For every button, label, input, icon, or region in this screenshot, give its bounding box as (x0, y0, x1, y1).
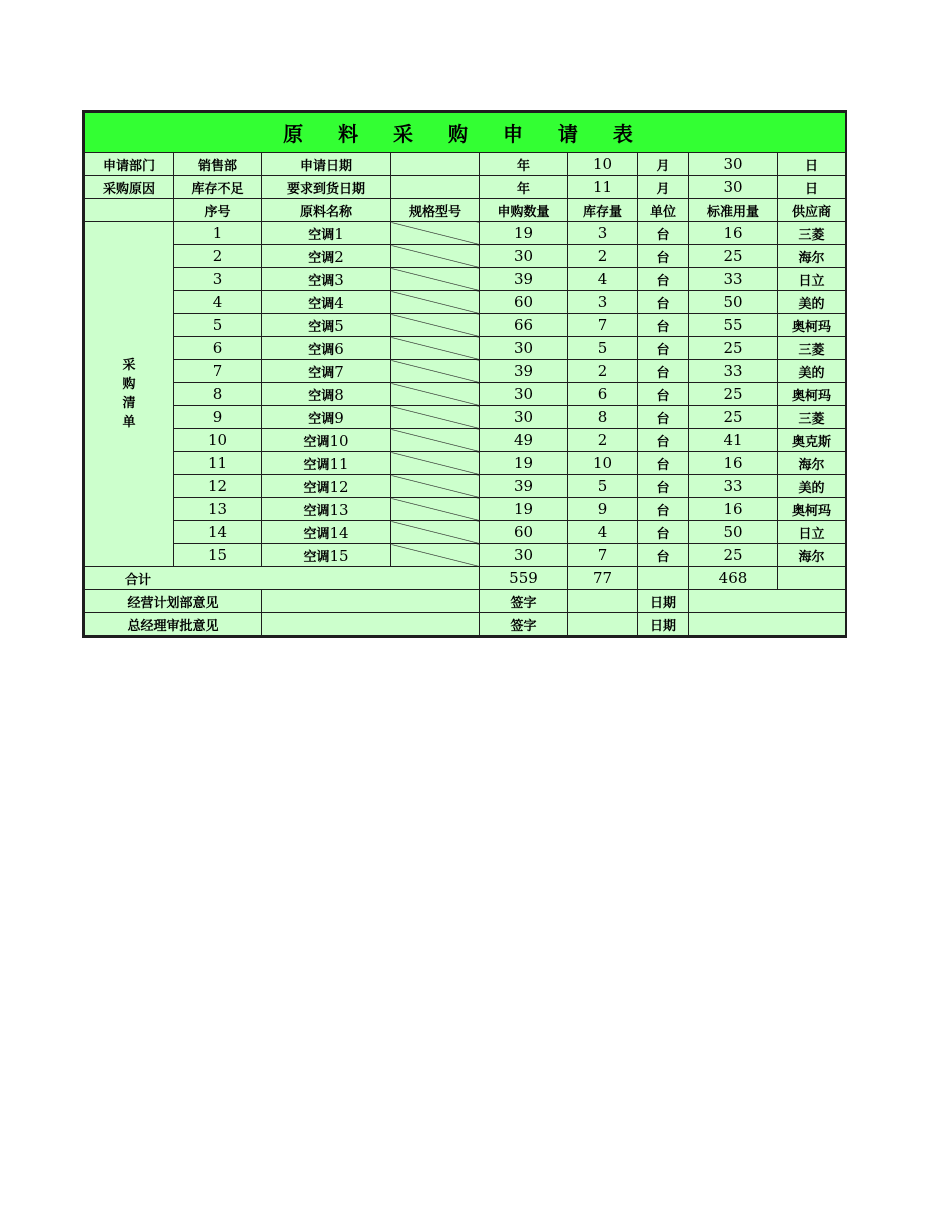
table-row (85, 291, 846, 314)
col-spec-header: 规格型号 (391, 199, 480, 222)
col-qty-header: 申购数量 (480, 199, 568, 222)
cell-unit[interactable]: 台 (638, 222, 689, 245)
required-year-value[interactable] (391, 176, 480, 199)
gm-opinion-label: 总经理审批意见 (85, 613, 262, 636)
totals-label: 合计 (85, 567, 480, 590)
cell-unit[interactable]: 台 (638, 475, 689, 498)
cell-std-usage[interactable]: 25 (689, 337, 778, 360)
col-name-header: 原料名称 (262, 199, 391, 222)
cell-seq: 12 (174, 475, 262, 498)
required-day-label: 日 (778, 176, 846, 199)
cell-supplier[interactable]: 海尔 (778, 544, 846, 567)
required-month-label: 月 (638, 176, 689, 199)
cell-stock[interactable]: 4 (568, 268, 638, 291)
section-label-char: 采 (122, 358, 136, 373)
cell-supplier[interactable]: 美的 (778, 360, 846, 383)
cell-supplier[interactable]: 美的 (778, 291, 846, 314)
cell-unit[interactable]: 台 (638, 498, 689, 521)
cell-spec-empty[interactable] (391, 406, 480, 429)
gm-opinion-field[interactable] (262, 613, 480, 636)
cell-material-name[interactable] (262, 222, 391, 245)
cell-unit[interactable]: 台 (638, 245, 689, 268)
plan-opinion-sign-field[interactable] (568, 590, 638, 613)
table-row (85, 314, 846, 337)
cell-stock[interactable]: 9 (568, 498, 638, 521)
plan-opinion-row (85, 590, 846, 613)
cell-stock[interactable]: 2 (568, 360, 638, 383)
material-name-number: 7 (334, 362, 344, 381)
cell-material-name[interactable] (262, 245, 391, 268)
cell-qty[interactable]: 19 (480, 498, 568, 521)
material-name-text: 空调 (308, 388, 335, 404)
material-name-number: 4 (334, 293, 344, 312)
cell-stock[interactable]: 2 (568, 245, 638, 268)
cell-material-name[interactable] (262, 268, 391, 291)
cell-qty[interactable]: 39 (480, 475, 568, 498)
cell-seq: 2 (174, 245, 262, 268)
material-name-number: 1 (334, 224, 344, 243)
cell-spec-empty[interactable] (391, 245, 480, 268)
material-name-text: 空调 (303, 549, 330, 565)
cell-qty[interactable]: 66 (480, 314, 568, 337)
cell-stock[interactable]: 7 (568, 314, 638, 337)
cell-std-usage[interactable]: 33 (689, 268, 778, 291)
cell-spec-empty[interactable] (391, 498, 480, 521)
cell-unit[interactable]: 台 (638, 268, 689, 291)
cell-spec-empty[interactable] (391, 544, 480, 567)
cell-material-name[interactable] (262, 429, 391, 452)
cell-stock[interactable]: 8 (568, 406, 638, 429)
cell-spec-empty[interactable] (391, 314, 480, 337)
reason-value[interactable]: 库存不足 (174, 176, 262, 199)
gm-opinion-date-field[interactable] (689, 613, 846, 636)
cell-material-name[interactable] (262, 337, 391, 360)
plan-opinion-date-field[interactable] (689, 590, 846, 613)
table-row (85, 268, 846, 291)
cell-spec-empty[interactable] (391, 268, 480, 291)
total-stock: 77 (568, 567, 638, 590)
cell-seq: 3 (174, 268, 262, 291)
material-name-number: 15 (329, 546, 349, 565)
cell-seq: 11 (174, 452, 262, 475)
material-name-text: 空调 (303, 526, 330, 542)
cell-supplier[interactable]: 三菱 (778, 337, 846, 360)
col-std-header: 标准用量 (689, 199, 778, 222)
form-title: 原 料 采 购 申 请 表 (85, 113, 846, 153)
apply-year-value[interactable] (391, 153, 480, 176)
material-name-text: 空调 (303, 503, 330, 519)
section-label-char: 购 (122, 377, 136, 392)
cell-unit[interactable]: 台 (638, 337, 689, 360)
material-name-text: 空调 (308, 319, 335, 335)
cell-supplier[interactable]: 三菱 (778, 222, 846, 245)
cell-stock[interactable]: 4 (568, 521, 638, 544)
gm-opinion-date-label: 日期 (638, 613, 689, 636)
purchase-request-form (82, 110, 847, 638)
cell-stock[interactable]: 3 (568, 291, 638, 314)
cell-unit[interactable]: 台 (638, 383, 689, 406)
table-row (85, 383, 846, 406)
reason-label: 采购原因 (85, 176, 174, 199)
cell-material-name[interactable] (262, 521, 391, 544)
cell-stock[interactable]: 5 (568, 475, 638, 498)
apply-day-label: 日 (778, 153, 846, 176)
cell-seq: 6 (174, 337, 262, 360)
cell-seq: 9 (174, 406, 262, 429)
cell-seq: 14 (174, 521, 262, 544)
cell-spec-empty[interactable] (391, 337, 480, 360)
cell-seq: 8 (174, 383, 262, 406)
apply-month-label: 月 (638, 153, 689, 176)
cell-seq: 13 (174, 498, 262, 521)
table-row (85, 498, 846, 521)
cell-spec-empty[interactable] (391, 475, 480, 498)
cell-unit[interactable]: 台 (638, 429, 689, 452)
cell-qty[interactable]: 60 (480, 521, 568, 544)
cell-std-usage[interactable]: 16 (689, 452, 778, 475)
material-name-number: 2 (334, 247, 344, 266)
total-std-usage: 468 (689, 567, 778, 590)
material-name-text: 空调 (308, 250, 335, 266)
cell-material-name[interactable] (262, 383, 391, 406)
gm-opinion-row (85, 613, 846, 636)
required-day-value[interactable]: 30 (689, 176, 778, 199)
cell-material-name[interactable] (262, 360, 391, 383)
material-name-number: 9 (334, 408, 344, 427)
cell-qty[interactable]: 39 (480, 268, 568, 291)
cell-seq: 4 (174, 291, 262, 314)
cell-unit[interactable]: 台 (638, 452, 689, 475)
table-row (85, 521, 846, 544)
header-blank-cell (85, 199, 174, 222)
cell-qty[interactable]: 19 (480, 222, 568, 245)
material-name-text: 空调 (308, 411, 335, 427)
apply-date-label: 申请日期 (262, 153, 391, 176)
apply-dept-label: 申请部门 (85, 153, 174, 176)
required-month-value[interactable]: 11 (568, 176, 638, 199)
material-name-number: 11 (329, 454, 349, 473)
cell-supplier[interactable]: 奥克斯 (778, 429, 846, 452)
cell-qty[interactable]: 39 (480, 360, 568, 383)
material-name-text: 空调 (308, 296, 335, 312)
cell-spec-empty[interactable] (391, 222, 480, 245)
cell-material-name[interactable] (262, 314, 391, 337)
cell-unit[interactable]: 台 (638, 291, 689, 314)
cell-supplier[interactable]: 奥柯玛 (778, 498, 846, 521)
table-row (85, 452, 846, 475)
cell-qty[interactable]: 30 (480, 406, 568, 429)
cell-spec-empty[interactable] (391, 521, 480, 544)
gm-opinion-sign-label: 签字 (480, 613, 568, 636)
cell-qty[interactable]: 30 (480, 544, 568, 567)
total-unit-blank (638, 567, 689, 590)
cell-stock[interactable]: 6 (568, 383, 638, 406)
cell-seq: 10 (174, 429, 262, 452)
apply-year-label: 年 (480, 153, 568, 176)
apply-row (85, 153, 846, 176)
reason-row (85, 176, 846, 199)
material-name-number: 3 (334, 270, 344, 289)
cell-seq: 5 (174, 314, 262, 337)
cell-unit[interactable]: 台 (638, 406, 689, 429)
required-year-label: 年 (480, 176, 568, 199)
cell-std-usage[interactable]: 25 (689, 383, 778, 406)
cell-std-usage[interactable]: 16 (689, 498, 778, 521)
cell-material-name[interactable] (262, 406, 391, 429)
cell-material-name[interactable] (262, 452, 391, 475)
table-row (85, 360, 846, 383)
material-name-number: 8 (334, 385, 344, 404)
cell-supplier[interactable]: 海尔 (778, 452, 846, 475)
form-table (84, 112, 846, 636)
total-supplier-blank (778, 567, 846, 590)
cell-seq: 7 (174, 360, 262, 383)
cell-unit[interactable]: 台 (638, 544, 689, 567)
column-header-row (85, 199, 846, 222)
material-name-number: 5 (334, 316, 344, 335)
cell-stock[interactable]: 10 (568, 452, 638, 475)
cell-stock[interactable]: 7 (568, 544, 638, 567)
material-name-text: 空调 (303, 457, 330, 473)
table-row (85, 429, 846, 452)
cell-std-usage[interactable]: 41 (689, 429, 778, 452)
cell-std-usage[interactable]: 25 (689, 406, 778, 429)
cell-std-usage[interactable]: 16 (689, 222, 778, 245)
apply-day-value[interactable]: 30 (689, 153, 778, 176)
cell-supplier[interactable]: 美的 (778, 475, 846, 498)
table-row (85, 337, 846, 360)
cell-stock[interactable]: 3 (568, 222, 638, 245)
required-date-label: 要求到货日期 (262, 176, 391, 199)
material-name-text: 空调 (308, 365, 335, 381)
material-name-text: 空调 (303, 434, 330, 450)
cell-spec-empty[interactable] (391, 383, 480, 406)
cell-supplier[interactable]: 奥柯玛 (778, 314, 846, 337)
cell-std-usage[interactable]: 25 (689, 245, 778, 268)
cell-material-name[interactable] (262, 544, 391, 567)
cell-std-usage[interactable]: 50 (689, 291, 778, 314)
cell-material-name[interactable] (262, 291, 391, 314)
cell-material-name[interactable] (262, 475, 391, 498)
purchase-list-section-label (85, 222, 174, 567)
material-name-number: 12 (329, 477, 349, 496)
cell-unit[interactable]: 台 (638, 521, 689, 544)
material-name-text: 空调 (308, 273, 335, 289)
cell-qty[interactable]: 30 (480, 245, 568, 268)
cell-spec-empty[interactable] (391, 291, 480, 314)
cell-qty[interactable]: 49 (480, 429, 568, 452)
col-stock-header: 库存量 (568, 199, 638, 222)
cell-spec-empty[interactable] (391, 452, 480, 475)
cell-seq: 15 (174, 544, 262, 567)
table-row (85, 222, 846, 245)
cell-material-name[interactable] (262, 498, 391, 521)
cell-seq: 1 (174, 222, 262, 245)
table-row (85, 406, 846, 429)
plan-opinion-date-label: 日期 (638, 590, 689, 613)
material-name-text: 空调 (303, 480, 330, 496)
apply-dept-value[interactable]: 销售部 (174, 153, 262, 176)
col-supplier-header: 供应商 (778, 199, 846, 222)
section-label-char: 单 (122, 415, 136, 430)
apply-month-value[interactable]: 10 (568, 153, 638, 176)
material-name-number: 6 (334, 339, 344, 358)
cell-stock[interactable]: 2 (568, 429, 638, 452)
material-name-text: 空调 (308, 342, 335, 358)
plan-opinion-label: 经营计划部意见 (85, 590, 262, 613)
material-name-text: 空调 (308, 227, 335, 243)
cell-supplier[interactable]: 三菱 (778, 406, 846, 429)
totals-row (85, 567, 846, 590)
col-unit-header: 单位 (638, 199, 689, 222)
cell-std-usage[interactable]: 50 (689, 521, 778, 544)
cell-qty[interactable]: 30 (480, 337, 568, 360)
material-name-number: 13 (329, 500, 349, 519)
plan-opinion-field[interactable] (262, 590, 480, 613)
cell-unit[interactable]: 台 (638, 360, 689, 383)
cell-supplier[interactable]: 日立 (778, 268, 846, 291)
plan-opinion-sign-label: 签字 (480, 590, 568, 613)
total-qty: 559 (480, 567, 568, 590)
cell-stock[interactable]: 5 (568, 337, 638, 360)
material-name-number: 10 (329, 431, 349, 450)
gm-opinion-sign-field[interactable] (568, 613, 638, 636)
cell-std-usage[interactable]: 33 (689, 360, 778, 383)
cell-spec-empty[interactable] (391, 360, 480, 383)
table-row (85, 544, 846, 567)
cell-qty[interactable]: 60 (480, 291, 568, 314)
table-row (85, 475, 846, 498)
cell-std-usage[interactable]: 55 (689, 314, 778, 337)
cell-qty[interactable]: 19 (480, 452, 568, 475)
section-label-char: 清 (122, 396, 136, 411)
col-seq-header: 序号 (174, 199, 262, 222)
cell-std-usage[interactable]: 33 (689, 475, 778, 498)
cell-std-usage[interactable]: 25 (689, 544, 778, 567)
cell-supplier[interactable]: 海尔 (778, 245, 846, 268)
table-row (85, 245, 846, 268)
cell-supplier[interactable]: 奥柯玛 (778, 383, 846, 406)
cell-spec-empty[interactable] (391, 429, 480, 452)
cell-unit[interactable]: 台 (638, 314, 689, 337)
cell-supplier[interactable]: 日立 (778, 521, 846, 544)
cell-qty[interactable]: 30 (480, 383, 568, 406)
material-name-number: 14 (329, 523, 349, 542)
